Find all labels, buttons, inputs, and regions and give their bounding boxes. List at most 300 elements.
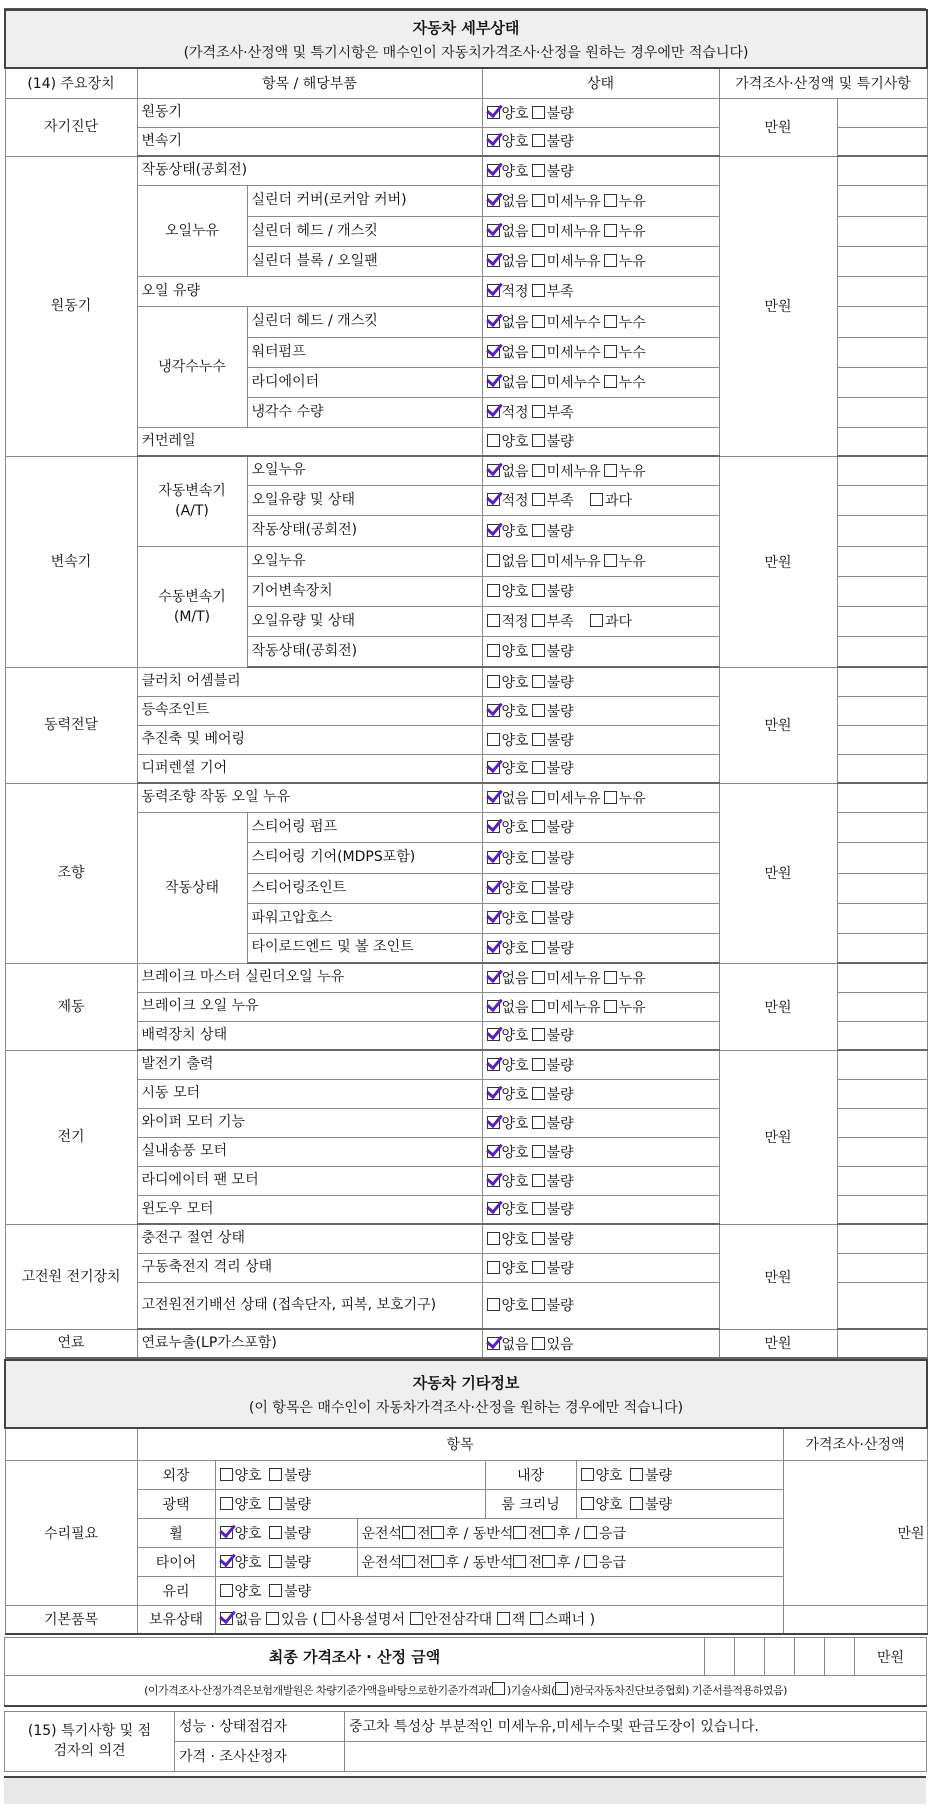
option-checkbox[interactable] <box>487 1337 500 1350</box>
option-checkbox[interactable] <box>532 345 545 358</box>
note-checkbox-b[interactable] <box>555 1682 568 1695</box>
option-label: 누유 <box>618 790 646 807</box>
option-checkbox[interactable] <box>532 194 545 207</box>
manual-checkbox[interactable] <box>322 1612 335 1625</box>
option-checkbox[interactable] <box>590 614 603 627</box>
option-checkbox[interactable] <box>487 675 500 688</box>
jack-checkbox[interactable] <box>497 1612 510 1625</box>
option-checkbox[interactable] <box>532 405 545 418</box>
remark-cell[interactable] <box>837 1079 927 1108</box>
remark-cell[interactable] <box>837 306 927 337</box>
option-checkbox[interactable] <box>604 254 617 267</box>
remark-cell[interactable] <box>837 216 927 246</box>
option-label: 적정 <box>501 284 529 300</box>
category-7: 고전원 전기장치 <box>5 1224 137 1329</box>
state-options <box>482 696 719 725</box>
option-label: 양호 <box>501 1057 529 1074</box>
interior-state: 양호 불량 <box>576 1460 783 1489</box>
remark-cell[interactable] <box>837 1253 927 1282</box>
remark-cell[interactable] <box>837 546 927 576</box>
option-checkbox[interactable] <box>487 1087 500 1100</box>
option-checkbox[interactable] <box>487 1202 500 1215</box>
option-label: 미세누유 <box>546 193 601 210</box>
remark-cell[interactable] <box>837 1282 927 1329</box>
option-checkbox[interactable] <box>532 584 545 597</box>
basic-price-cell[interactable] <box>783 1605 927 1634</box>
remark-cell[interactable] <box>837 812 927 842</box>
option-checkbox[interactable] <box>532 284 545 297</box>
option-checkbox[interactable] <box>532 164 545 177</box>
option-checkbox[interactable] <box>487 554 500 567</box>
detail-header <box>5 10 927 68</box>
option-checkbox[interactable] <box>487 820 500 833</box>
option-checkbox[interactable] <box>487 375 500 388</box>
item-label: 실린더 헤드 / 개스킷 <box>247 306 482 337</box>
option-checkbox[interactable] <box>532 464 545 477</box>
item-label: 작동상태(공회전) <box>247 515 482 546</box>
option-checkbox[interactable] <box>604 554 617 567</box>
remark-cell[interactable] <box>837 606 927 636</box>
remark-cell[interactable] <box>837 873 927 903</box>
remark-cell[interactable] <box>837 696 927 725</box>
option-label: 미세누유 <box>546 999 601 1016</box>
option-label: 누유 <box>618 970 646 987</box>
item-label: 원동기 <box>137 98 482 127</box>
wheel-pass-rear-checkbox[interactable] <box>542 1526 555 1539</box>
option-checkbox[interactable] <box>487 134 500 147</box>
option-label: 불량 <box>546 1173 574 1190</box>
remark-cell[interactable] <box>837 246 927 276</box>
item-label: 오일 유량 <box>137 276 482 306</box>
option-checkbox[interactable] <box>532 1337 545 1350</box>
price-inspector-label: 가격 · 조사산정자 <box>175 1741 345 1771</box>
option-label: 부족 <box>546 614 574 630</box>
option-label: 불량 <box>546 1202 574 1219</box>
option-checkbox[interactable] <box>532 881 545 894</box>
option-checkbox[interactable] <box>604 315 617 328</box>
other-title: 자동차 기타정보 <box>412 1373 520 1392</box>
other-price-cell[interactable]: 만원 <box>783 1460 927 1605</box>
performance-inspector-label: 성능 · 상태점검자 <box>175 1711 345 1741</box>
item-label: 라디에이터 팬 모터 <box>137 1166 482 1195</box>
remark-cell[interactable] <box>837 98 927 127</box>
option-label: 없음 <box>501 314 529 331</box>
final-digit-5[interactable] <box>825 1638 855 1676</box>
option-checkbox[interactable] <box>487 644 500 657</box>
option-checkbox[interactable] <box>532 911 545 924</box>
remark-cell[interactable] <box>837 842 927 873</box>
option-checkbox[interactable] <box>487 941 500 954</box>
option-label: 양호 <box>501 850 529 867</box>
wheel-position: 운전석 전 후 / 동반석 전 후 / 응급 <box>357 1518 783 1547</box>
category-1: 원동기 <box>5 156 137 456</box>
remarks-table <box>4 1711 927 1772</box>
price-unit: 만원 <box>719 667 837 783</box>
repair-needed-label: 수리필요 <box>5 1460 137 1605</box>
option-checkbox[interactable] <box>604 224 617 237</box>
option-label: 양호 <box>501 1231 529 1248</box>
wheel-driver-front-checkbox[interactable] <box>402 1526 415 1539</box>
glass-bad-checkbox[interactable] <box>269 1584 282 1597</box>
option-checkbox[interactable] <box>532 1145 545 1158</box>
option-checkbox[interactable] <box>487 106 500 119</box>
option-checkbox[interactable] <box>604 345 617 358</box>
remark-cell[interactable] <box>837 427 927 456</box>
option-label: 불량 <box>546 1086 574 1103</box>
price-unit: 만원 <box>719 1050 837 1224</box>
option-label: 양호 <box>501 163 529 180</box>
remark-cell[interactable] <box>837 1137 927 1166</box>
option-label: 양호 <box>501 1086 529 1103</box>
gloss-good-checkbox[interactable] <box>220 1497 233 1510</box>
price-unit: 만원 <box>719 783 837 963</box>
state-options <box>482 246 719 276</box>
remark-cell[interactable] <box>837 185 927 216</box>
remark-cell[interactable] <box>837 667 927 696</box>
option-checkbox[interactable] <box>532 791 545 804</box>
option-checkbox[interactable] <box>604 375 617 388</box>
remark-cell[interactable] <box>837 576 927 606</box>
remark-cell[interactable] <box>837 337 927 367</box>
option-checkbox[interactable] <box>532 733 545 746</box>
wheel-driver-rear-checkbox[interactable] <box>431 1526 444 1539</box>
option-checkbox[interactable] <box>604 1000 617 1013</box>
remark-cell[interactable] <box>837 1050 927 1079</box>
option-label: 불량 <box>546 850 574 867</box>
option-label: 양호 <box>501 1115 529 1132</box>
option-label: 누유 <box>618 463 646 480</box>
option-checkbox[interactable] <box>487 464 500 477</box>
item-label: 오일누유 <box>247 456 482 485</box>
room-cleaning-state: 양호 불량 <box>576 1489 783 1518</box>
remark-cell[interactable] <box>837 485 927 515</box>
option-checkbox[interactable] <box>487 434 500 447</box>
note-checkbox-a[interactable] <box>492 1682 505 1695</box>
option-label: 누유 <box>618 999 646 1016</box>
option-label: 없음 <box>501 193 529 210</box>
option-checkbox[interactable] <box>532 1174 545 1187</box>
final-digit-2[interactable] <box>735 1638 765 1676</box>
option-checkbox[interactable] <box>532 1298 545 1311</box>
glass-good-checkbox[interactable] <box>220 1584 233 1597</box>
exterior-good-checkbox[interactable] <box>220 1468 233 1481</box>
option-checkbox[interactable] <box>487 1298 500 1311</box>
remark-cell[interactable] <box>837 397 927 427</box>
option-label: 불량 <box>546 1260 574 1277</box>
wheel-label: 휠 <box>137 1518 215 1547</box>
remark-cell[interactable] <box>837 725 927 754</box>
option-checkbox[interactable] <box>604 464 617 477</box>
option-checkbox[interactable] <box>532 1087 545 1100</box>
option-label: 양호 <box>501 761 529 778</box>
remark-cell[interactable] <box>837 992 927 1021</box>
interior-bad-checkbox[interactable] <box>630 1468 643 1481</box>
price-unit: 만원 <box>719 1329 837 1358</box>
option-checkbox[interactable] <box>487 254 500 267</box>
glass-label: 유리 <box>137 1576 215 1605</box>
option-checkbox[interactable] <box>487 1145 500 1158</box>
item-label: 냉각수 수량 <box>247 397 482 427</box>
remark-cell[interactable] <box>837 156 927 185</box>
remark-cell[interactable] <box>837 963 927 992</box>
option-checkbox[interactable] <box>532 1058 545 1071</box>
option-checkbox[interactable] <box>532 1261 545 1274</box>
remark-cell[interactable] <box>837 515 927 546</box>
option-checkbox[interactable] <box>532 675 545 688</box>
option-checkbox[interactable] <box>487 971 500 984</box>
col-item: 항목 / 해당부품 <box>137 68 482 98</box>
option-checkbox[interactable] <box>487 1058 500 1071</box>
option-checkbox[interactable] <box>487 1261 500 1274</box>
option-checkbox[interactable] <box>532 1202 545 1215</box>
performance-opinion[interactable]: 중고차 특성상 부분적인 미세누유,미세누수및 판금도장이 있습니다. <box>345 1711 927 1741</box>
exterior-bad-checkbox[interactable] <box>269 1468 282 1481</box>
tire-driver-front-checkbox[interactable] <box>402 1555 415 1568</box>
option-label: 미세누수 <box>546 345 601 361</box>
room-bad-checkbox[interactable] <box>630 1497 643 1510</box>
price-unit: 만원 <box>719 156 837 456</box>
detail-subtitle: (가격조사·산정액 및 특기시항은 매수인이 자동치가격조사·산정을 원하는 경우에만 적습니다) <box>183 44 749 61</box>
item-label: 구동축전지 격리 상태 <box>137 1253 482 1282</box>
option-label: 누수 <box>618 345 646 361</box>
option-checkbox[interactable] <box>487 315 500 328</box>
option-checkbox[interactable] <box>487 493 500 506</box>
tire-good-checkbox[interactable] <box>220 1555 233 1568</box>
option-checkbox[interactable] <box>487 345 500 358</box>
option-label: 불량 <box>546 1298 574 1315</box>
remark-cell[interactable] <box>837 754 927 783</box>
option-checkbox[interactable] <box>532 554 545 567</box>
state-options <box>482 606 719 636</box>
triangle-checkbox[interactable] <box>410 1612 423 1625</box>
option-checkbox[interactable] <box>532 315 545 328</box>
option-checkbox[interactable] <box>532 644 545 657</box>
other-table <box>4 1359 928 1635</box>
option-checkbox[interactable] <box>532 614 545 627</box>
remark-cell[interactable] <box>837 456 927 485</box>
option-checkbox[interactable] <box>487 911 500 924</box>
option-checkbox[interactable] <box>532 1000 545 1013</box>
remark-cell[interactable] <box>837 127 927 156</box>
final-digit-3[interactable] <box>765 1638 795 1676</box>
state-options <box>482 1195 719 1224</box>
option-label: 양호 <box>501 820 529 836</box>
item-label: 고전원전기배선 상태 (접속단자, 피복, 보호기구) <box>137 1282 482 1329</box>
item-label: 디퍼렌셜 기어 <box>137 754 482 783</box>
tire-bad-checkbox[interactable] <box>269 1555 282 1568</box>
option-label: 불량 <box>546 644 574 661</box>
state-options <box>482 1137 719 1166</box>
option-checkbox[interactable] <box>532 851 545 864</box>
remark-cell[interactable] <box>837 367 927 397</box>
option-checkbox[interactable] <box>487 1232 500 1245</box>
wheel-good-checkbox[interactable] <box>220 1526 233 1539</box>
option-label: 미세누유 <box>546 554 601 570</box>
option-checkbox[interactable] <box>487 524 500 537</box>
item-label: 클러치 어셈블리 <box>137 667 482 696</box>
option-label: 양호 <box>501 881 529 897</box>
remark-cell[interactable] <box>837 1166 927 1195</box>
option-label: 없음 <box>501 345 529 361</box>
subcategory: 냉각수누수 <box>137 306 247 427</box>
state-options <box>482 456 719 485</box>
interior-good-checkbox[interactable] <box>581 1468 594 1481</box>
option-label: 불량 <box>546 732 574 749</box>
option-checkbox[interactable] <box>532 941 545 954</box>
option-checkbox[interactable] <box>532 761 545 774</box>
option-label: 미세누유 <box>546 224 601 240</box>
option-label: 적정 <box>501 405 529 421</box>
tire-pass-front-checkbox[interactable] <box>513 1555 526 1568</box>
remark-cell[interactable] <box>837 1108 927 1137</box>
option-label: 불량 <box>546 761 574 778</box>
subcategory: 자동변속기 (A/T) <box>137 456 247 546</box>
option-checkbox[interactable] <box>590 493 603 506</box>
option-label: 불량 <box>546 1057 574 1074</box>
other-subtitle: (이 항목은 매수인이 자동차가격조사·산정을 원하는 경우에만 적습니다) <box>248 1399 684 1416</box>
state-options <box>482 1224 719 1253</box>
option-checkbox[interactable] <box>487 881 500 894</box>
option-checkbox[interactable] <box>487 733 500 746</box>
owned-state: 없음 있음 ( 사용설명서 안전삼각대 잭 스패너 ) <box>215 1605 783 1634</box>
final-digit-1[interactable] <box>705 1638 735 1676</box>
option-checkbox[interactable] <box>532 1028 545 1041</box>
option-checkbox[interactable] <box>532 704 545 717</box>
option-label: 양호 <box>501 644 529 661</box>
detail-table <box>4 9 928 1359</box>
option-checkbox[interactable] <box>532 134 545 147</box>
remark-cell[interactable] <box>837 276 927 306</box>
remark-cell[interactable] <box>837 933 927 963</box>
option-checkbox[interactable] <box>487 1028 500 1041</box>
tire-driver-rear-checkbox[interactable] <box>431 1555 444 1568</box>
remarks-label: (15) 특기사항 및 점검자의 의견 <box>5 1711 175 1771</box>
other-header <box>5 1360 927 1428</box>
category-5: 제동 <box>5 963 137 1050</box>
remark-cell[interactable] <box>837 1021 927 1050</box>
remark-cell[interactable] <box>837 1195 927 1224</box>
option-checkbox[interactable] <box>487 284 500 297</box>
option-checkbox[interactable] <box>532 106 545 119</box>
state-options <box>482 485 719 515</box>
option-checkbox[interactable] <box>487 761 500 774</box>
option-checkbox[interactable] <box>532 971 545 984</box>
option-checkbox[interactable] <box>487 704 500 717</box>
category-3: 동력전달 <box>5 667 137 783</box>
glass-state: 양호 불량 <box>215 1576 783 1605</box>
option-checkbox[interactable] <box>487 405 500 418</box>
tire-label: 타이어 <box>137 1547 215 1576</box>
category-2: 변속기 <box>5 456 137 667</box>
state-options <box>482 1021 719 1050</box>
option-label: 누수 <box>618 314 646 331</box>
tire-position: 운전석 전 후 / 동반석 전 후 / 응급 <box>357 1547 783 1576</box>
state-options <box>482 276 719 306</box>
option-checkbox[interactable] <box>532 1116 545 1129</box>
option-checkbox[interactable] <box>532 254 545 267</box>
option-checkbox[interactable] <box>487 851 500 864</box>
remark-cell[interactable] <box>837 636 927 667</box>
room-good-checkbox[interactable] <box>581 1497 594 1510</box>
state-options <box>482 667 719 696</box>
price-unit: 만원 <box>719 1224 837 1329</box>
option-checkbox[interactable] <box>532 493 545 506</box>
option-label: 없음 <box>501 554 529 570</box>
wheel-pass-front-checkbox[interactable] <box>513 1526 526 1539</box>
state-options <box>482 185 719 216</box>
price-unit: 만원 <box>719 456 837 667</box>
subcategory: 작동상태 <box>137 812 247 963</box>
option-checkbox[interactable] <box>532 1232 545 1245</box>
option-label: 양호 <box>501 1028 529 1045</box>
wheel-bad-checkbox[interactable] <box>269 1526 282 1539</box>
owned-none-checkbox[interactable] <box>220 1612 233 1625</box>
remark-cell[interactable] <box>837 783 927 812</box>
option-label: 미세누수 <box>546 375 601 391</box>
item-label: 변속기 <box>137 127 482 156</box>
spanner-checkbox[interactable] <box>530 1612 543 1625</box>
option-label: 불량 <box>546 820 574 836</box>
item-label: 브레이크 마스터 실린더오일 누유 <box>137 963 482 992</box>
option-label: 불량 <box>546 881 574 897</box>
option-label: 양호 <box>501 523 529 540</box>
option-label: 누유 <box>618 193 646 210</box>
item-label: 스티어링조인트 <box>247 873 482 903</box>
option-checkbox[interactable] <box>487 584 500 597</box>
state-options <box>482 1050 719 1079</box>
owned-have-checkbox[interactable] <box>266 1612 279 1625</box>
basic-items-label: 기본품목 <box>5 1605 137 1634</box>
gloss-bad-checkbox[interactable] <box>269 1497 282 1510</box>
option-label: 과다 <box>604 614 633 630</box>
price-inspector-opinion[interactable] <box>345 1741 927 1771</box>
wheel-emergency-checkbox[interactable] <box>584 1526 597 1539</box>
tire-pass-rear-checkbox[interactable] <box>542 1555 555 1568</box>
option-checkbox[interactable] <box>532 524 545 537</box>
option-checkbox[interactable] <box>487 1000 500 1013</box>
option-checkbox[interactable] <box>604 791 617 804</box>
option-checkbox[interactable] <box>487 164 500 177</box>
item-label: 실내송풍 모터 <box>137 1137 482 1166</box>
remark-cell[interactable] <box>837 1329 927 1358</box>
option-checkbox[interactable] <box>487 1116 500 1129</box>
remark-cell[interactable] <box>837 903 927 933</box>
option-checkbox[interactable] <box>532 224 545 237</box>
other-blank-head <box>5 1428 137 1460</box>
final-digit-4[interactable] <box>795 1638 825 1676</box>
option-checkbox[interactable] <box>487 791 500 804</box>
option-checkbox[interactable] <box>487 1174 500 1187</box>
remark-cell[interactable] <box>837 1224 927 1253</box>
option-checkbox[interactable] <box>487 194 500 207</box>
option-checkbox[interactable] <box>532 434 545 447</box>
option-checkbox[interactable] <box>487 224 500 237</box>
item-label: 연료누출(LP가스포함) <box>137 1329 482 1358</box>
option-checkbox[interactable] <box>487 614 500 627</box>
option-checkbox[interactable] <box>604 971 617 984</box>
option-label: 누유 <box>618 224 646 240</box>
item-label: 타이로드엔드 및 볼 조인트 <box>247 933 482 963</box>
option-label: 양호 <box>501 1202 529 1219</box>
item-label: 등속조인트 <box>137 696 482 725</box>
option-checkbox[interactable] <box>532 820 545 833</box>
tire-emergency-checkbox[interactable] <box>584 1555 597 1568</box>
item-label: 작동상태(공회전) <box>247 636 482 667</box>
option-checkbox[interactable] <box>532 375 545 388</box>
bottom-bar <box>4 1776 926 1804</box>
option-label: 불량 <box>546 584 574 600</box>
option-checkbox[interactable] <box>604 194 617 207</box>
